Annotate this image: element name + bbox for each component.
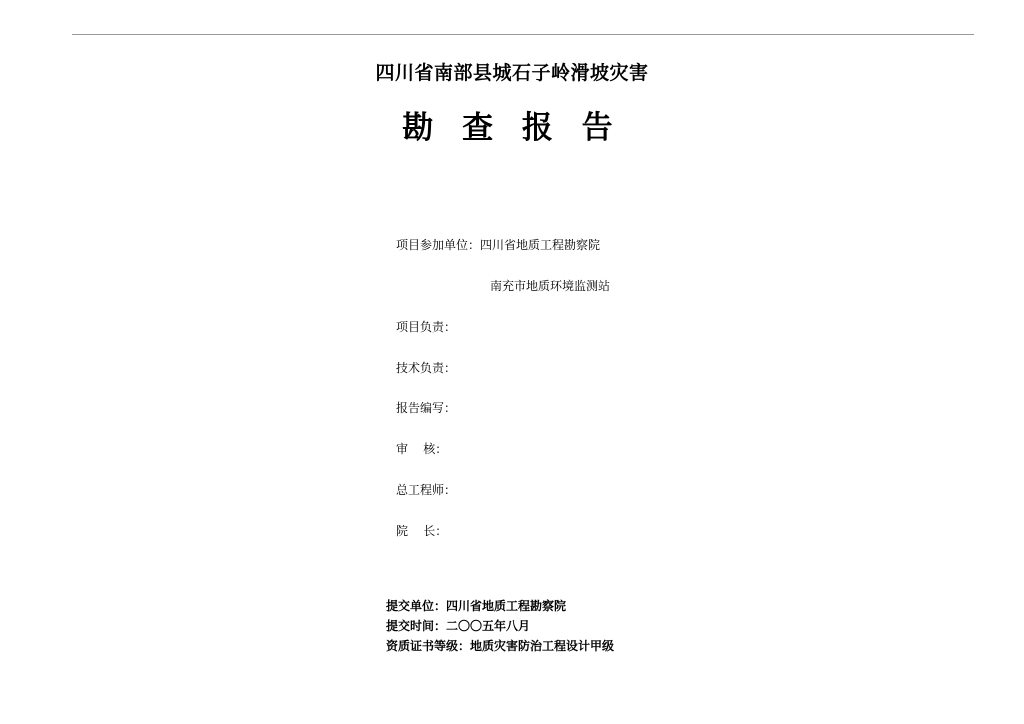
- review-label: 审 核：: [396, 442, 448, 456]
- chief-engineer-label: 总工程师：: [396, 483, 457, 497]
- director-label: 院 长：: [396, 524, 448, 538]
- submitter-line: 提交单位：四川省地质工程勘察院: [386, 599, 567, 613]
- qualification-line: 资质证书等级：地质灾害防治工程设计甲级: [386, 639, 615, 653]
- report-writer-label: 报告编写：: [396, 401, 457, 415]
- project-lead-label: 项目负责：: [396, 320, 457, 334]
- participants-row: [396, 238, 600, 252]
- participants-label: 项目参加单位：: [396, 238, 481, 252]
- tech-lead-label: 技术负责：: [396, 361, 457, 375]
- submit-time-line: 提交时间：二〇〇五年八月: [386, 619, 531, 633]
- participant-1: 四川省地质工程勘察院: [480, 238, 601, 252]
- top-divider: [72, 34, 974, 35]
- participant-2: 南充市地质环境监测站: [490, 279, 611, 293]
- document-subtitle: 勘 查 报 告: [402, 110, 622, 146]
- document-title: 四川省南部县城石子岭滑坡灾害: [375, 62, 649, 84]
